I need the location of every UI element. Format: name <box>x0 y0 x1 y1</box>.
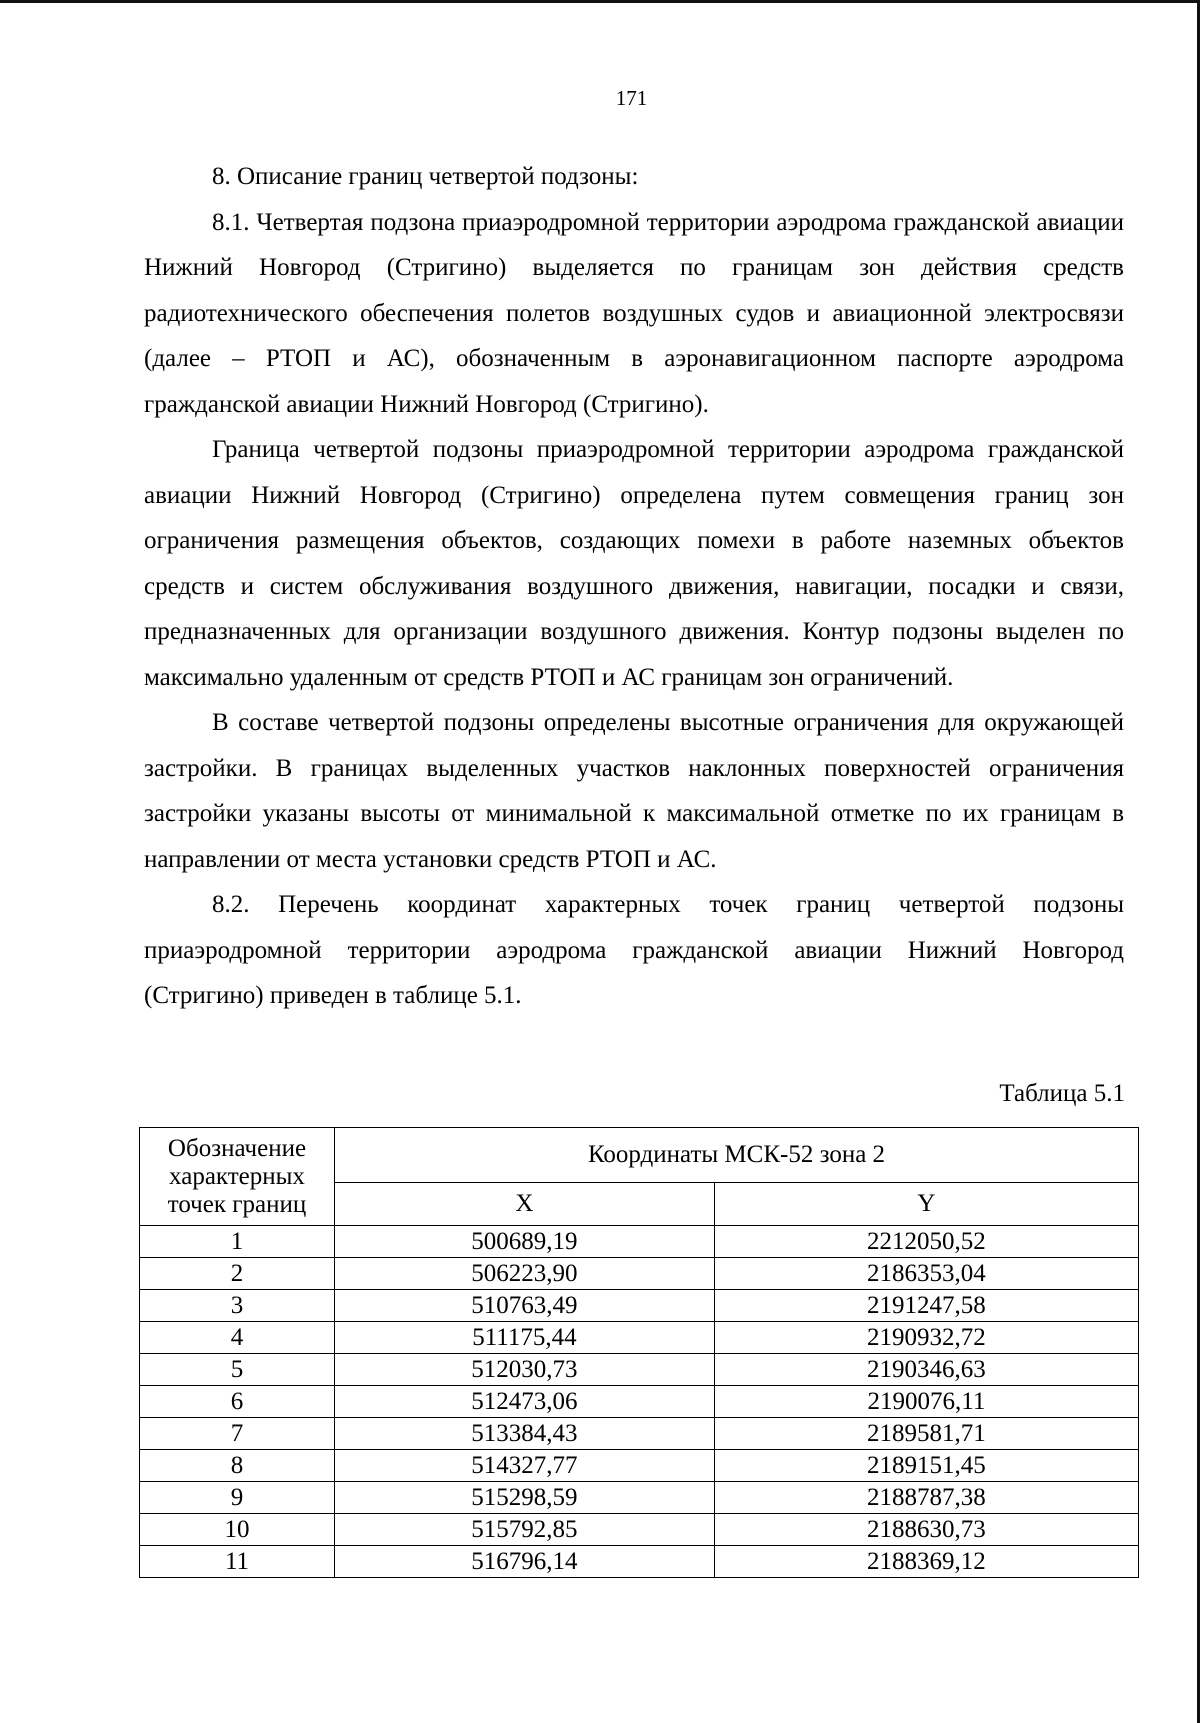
coordinates-table <box>139 1127 1139 1578</box>
cell-point: 3 <box>140 1290 335 1322</box>
cell-point: 5 <box>140 1354 335 1386</box>
cell-point: 8 <box>140 1450 335 1482</box>
cell-y: 2190932,72 <box>714 1322 1138 1354</box>
header-x: X <box>335 1183 715 1226</box>
cell-point: 10 <box>140 1514 335 1546</box>
cell-x: 513384,43 <box>335 1418 715 1450</box>
paragraph-8-2: 8.2. Перечень координат характерных точек границ четвертой подзоны приаэродромной территории аэродрома гражданской авиации Нижний Новгород (Стригино) приведен в таблице 5.1. <box>144 891 1124 1009</box>
cell-y: 2189151,45 <box>714 1450 1138 1482</box>
table-row <box>140 1386 1139 1418</box>
page-number: 171 <box>615 86 648 110</box>
cell-y: 2189581,71 <box>714 1418 1138 1450</box>
table-caption: Таблица 5.1 <box>999 1080 1125 1107</box>
cell-x: 510763,49 <box>335 1290 715 1322</box>
cell-point: 7 <box>140 1418 335 1450</box>
cell-x: 516796,14 <box>335 1546 715 1578</box>
table-row <box>140 1226 1139 1258</box>
table-row <box>140 1322 1139 1354</box>
cell-y: 2188369,12 <box>714 1546 1138 1578</box>
cell-point: 9 <box>140 1482 335 1514</box>
table-row <box>140 1450 1139 1482</box>
table-row <box>140 1418 1139 1450</box>
cell-x: 511175,44 <box>335 1322 715 1354</box>
table-row <box>140 1546 1139 1578</box>
cell-x: 514327,77 <box>335 1450 715 1482</box>
paragraph-boundary: Граница четвертой подзоны приаэродромной территории аэродрома гражданской авиации Нижний Новгород (Стригино) определена путем совмещения границ зон ограничения размещения объектов, создающих помехи в работе наземных объектов средств и систем обслуживания воздушного движения, навигации, посадки и связи, предназначенных для организации воздушного движения. Контур подзоны выделен по максимально удаленным от средств РТОП и АС границам зон ограничений. <box>144 436 1124 691</box>
cell-x: 515792,85 <box>335 1514 715 1546</box>
table-row <box>140 1290 1139 1322</box>
section-heading: 8. Описание границ четвертой подзоны: <box>212 163 639 190</box>
cell-y: 2212050,52 <box>714 1226 1138 1258</box>
cell-x: 515298,59 <box>335 1482 715 1514</box>
scan-edge-top <box>0 0 1200 3</box>
header-y: Y <box>714 1183 1138 1226</box>
cell-point: 11 <box>140 1546 335 1578</box>
cell-x: 512473,06 <box>335 1386 715 1418</box>
cell-y: 2188787,38 <box>714 1482 1138 1514</box>
paragraph-8-1: 8.1. Четвертая подзона приаэродромной территории аэродрома гражданской авиации Нижний Новгород (Стригино) выделяется по границам зон действия средств радиотехнического обеспечения полетов воздушных судов и авиационной электросвязи (далее – РТОП и АС), обозначенным в аэронавигационном паспорте аэродрома гражданской авиации Нижний Новгород (Стригино). <box>144 208 1124 418</box>
cell-y: 2191247,58 <box>714 1290 1138 1322</box>
cell-point: 2 <box>140 1258 335 1290</box>
cell-point: 4 <box>140 1322 335 1354</box>
header-point-label: Обозначение характерных точек границ <box>140 1128 335 1226</box>
cell-y: 2186353,04 <box>714 1258 1138 1290</box>
header-coordinates-group: Координаты МСК-52 зона 2 <box>335 1128 1139 1183</box>
table-row <box>140 1258 1139 1290</box>
table-row <box>140 1354 1139 1386</box>
table-row <box>140 1514 1139 1546</box>
body-text <box>144 154 1124 1019</box>
paragraph-height-limits: В составе четвертой подзоны определены высотные ограничения для окружающей застройки. В границах выделенных участков наклонных поверхностей ограничения застройки указаны высоты от минимальной к максимальной отметке по их границам в направлении от места установки средств РТОП и АС. <box>144 709 1124 873</box>
cell-point: 1 <box>140 1226 335 1258</box>
cell-y: 2188630,73 <box>714 1514 1138 1546</box>
cell-y: 2190346,63 <box>714 1354 1138 1386</box>
cell-point: 6 <box>140 1386 335 1418</box>
cell-y: 2190076,11 <box>714 1386 1138 1418</box>
cell-x: 512030,73 <box>335 1354 715 1386</box>
cell-x: 506223,90 <box>335 1258 715 1290</box>
cell-x: 500689,19 <box>335 1226 715 1258</box>
table-row <box>140 1482 1139 1514</box>
